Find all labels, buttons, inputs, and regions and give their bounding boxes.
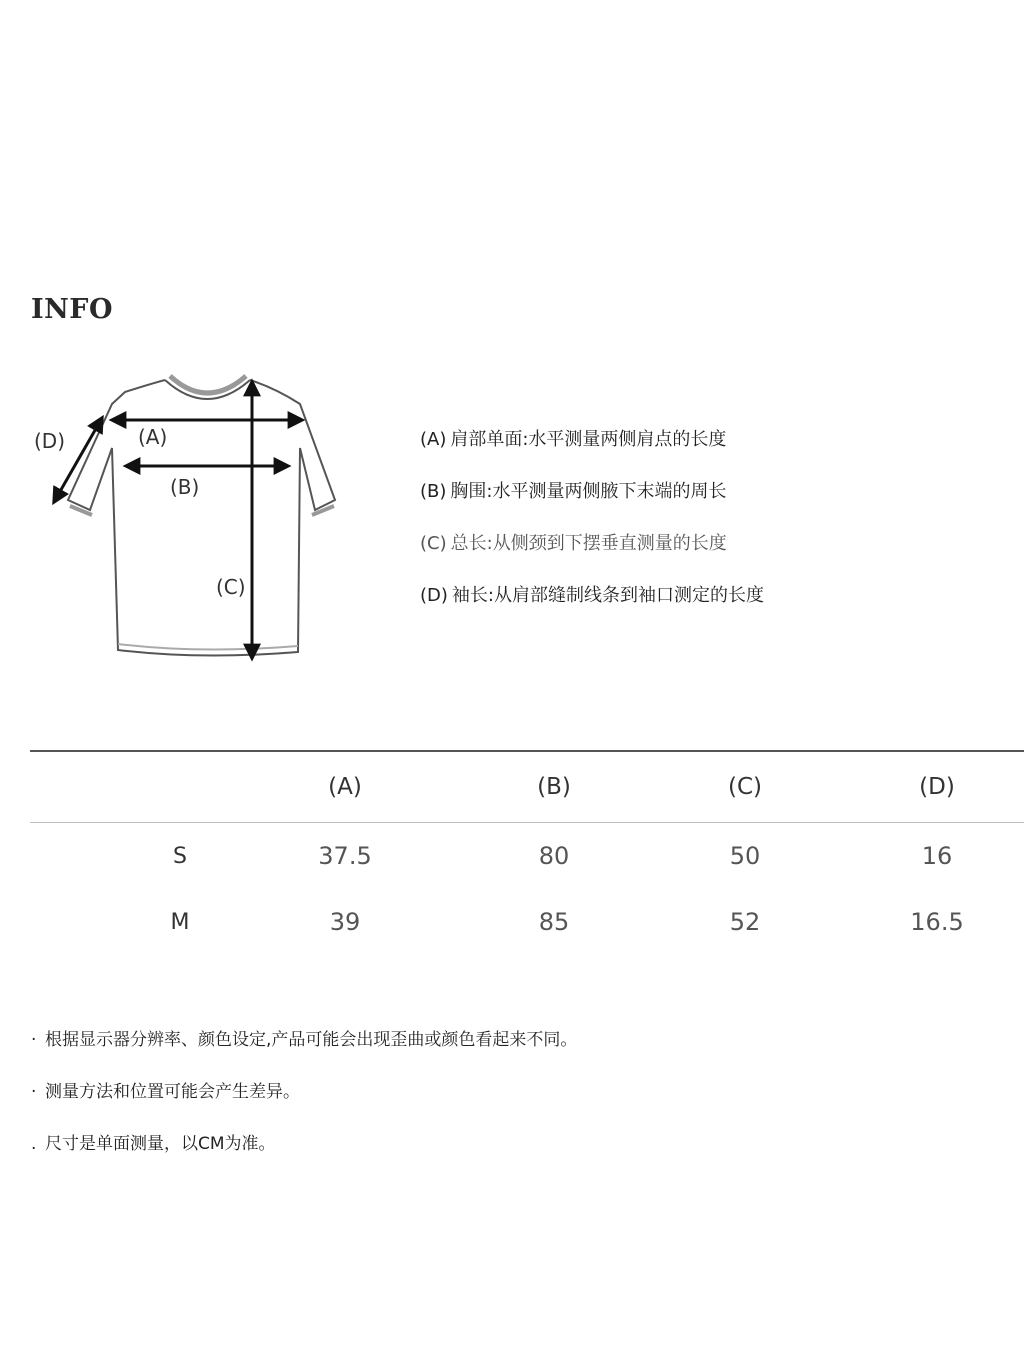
- size-label: M: [170, 909, 190, 935]
- table-cell: 39: [329, 908, 361, 936]
- label-c: (C): [216, 575, 246, 599]
- legend-item-c: (C) 总长:从侧颈到下摆垂直测量的长度: [420, 533, 727, 554]
- table-header-row: [30, 752, 1024, 822]
- header-c: (C): [727, 774, 762, 800]
- table-cell: 85: [538, 908, 570, 936]
- table-row: [30, 889, 1024, 955]
- label-b: (B): [170, 475, 200, 499]
- legend-item-b: (B) 胸围:水平测量两侧腋下末端的周长: [420, 481, 727, 502]
- measurement-legend: [420, 426, 764, 634]
- label-a: (A): [138, 425, 168, 449]
- size-table: [30, 750, 1024, 955]
- notes-list: [31, 1026, 577, 1182]
- tshirt-outline: [68, 376, 335, 656]
- legend-item-a: (A) 肩部单面:水平测量两侧肩点的长度: [420, 429, 727, 450]
- header-b: (B): [537, 774, 571, 800]
- header-d: (D): [919, 774, 955, 800]
- table-cell: 37.5: [318, 842, 372, 870]
- size-label: S: [173, 843, 187, 869]
- tshirt-diagram: [0, 360, 360, 680]
- info-title: INFO: [31, 294, 113, 325]
- note-item: · 根据显示器分辨率、颜色设定,产品可能会出现歪曲或颜色看起来不同。: [31, 1030, 578, 1050]
- table-cell: 16: [921, 842, 953, 870]
- table-cell: 80: [538, 842, 570, 870]
- label-d: (D): [34, 429, 66, 453]
- table-cell: 52: [729, 908, 761, 936]
- note-item: . 尺寸是单面测量，以CM为准。: [31, 1134, 276, 1154]
- header-a: (A): [328, 774, 362, 800]
- note-item: · 测量方法和位置可能会产生差异。: [31, 1082, 300, 1102]
- table-cell: 50: [729, 842, 761, 870]
- legend-item-d: (D) 袖长:从肩部缝制线条到袖口测定的长度: [420, 585, 764, 606]
- table-row: [30, 823, 1024, 889]
- table-cell: 16.5: [910, 908, 964, 936]
